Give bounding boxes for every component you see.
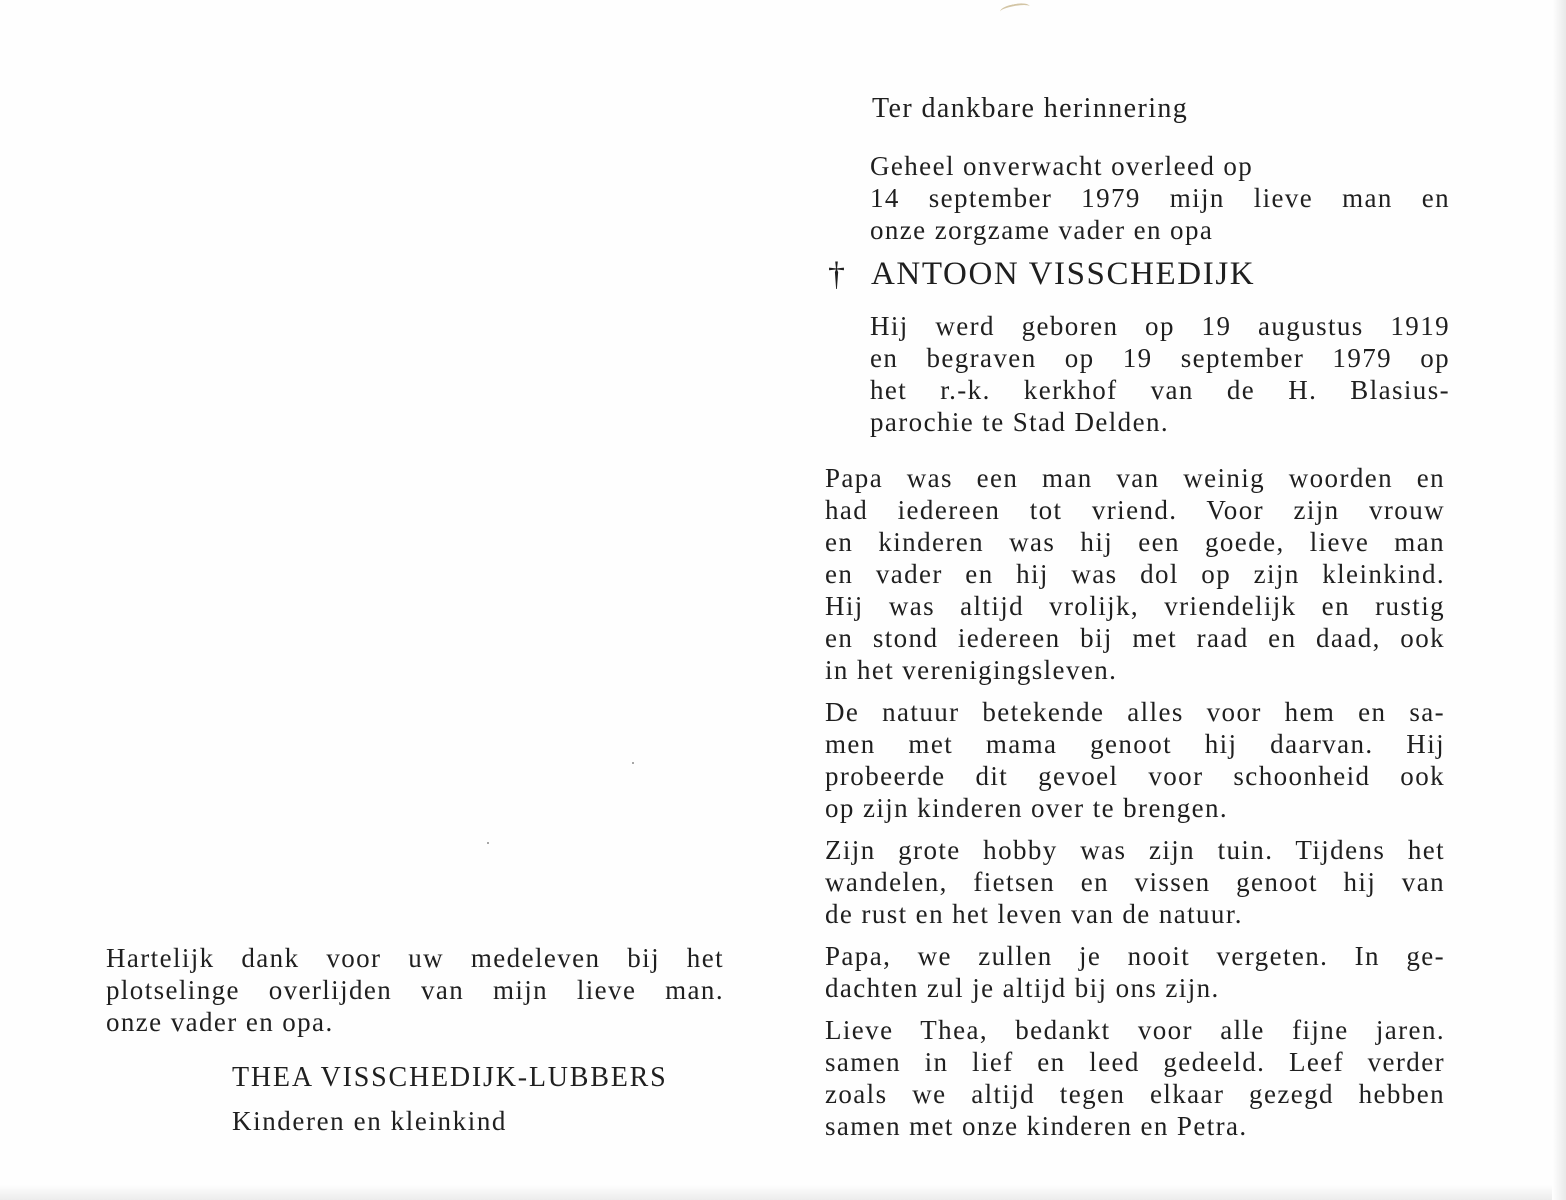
tribute-line: op zijn kinderen over te brengen. [825, 793, 1229, 823]
birth-line: en begraven op 19 september 1979 op [870, 343, 1450, 373]
tribute-line: de rust en het leven van de natuur. [825, 899, 1243, 929]
tribute-line: dachten zul je altijd bij ons zijn. [825, 973, 1220, 1003]
cross-icon: † [828, 256, 845, 293]
announcement-line: onze zorgzame vader en opa [870, 215, 1214, 245]
tribute-line: zoals we altijd tegen elkaar gezegd hebben [825, 1079, 1445, 1109]
announcement-line: 14 september 1979 mijn lieve man en [870, 183, 1450, 213]
tribute-line: Papa, we zullen je nooit vergeten. In ge- [825, 941, 1445, 971]
thanks-line: onze vader en opa. [106, 1007, 334, 1037]
tribute-line: samen in lief en leed gedeeld. Leef verder [825, 1047, 1445, 1077]
bottom-paper-edge [0, 1184, 1566, 1200]
tribute-text [825, 462, 1445, 1142]
announcement-line: Geheel onverwacht overleed op [870, 151, 1254, 181]
paper-speck [487, 842, 489, 844]
tribute-line: had iedereen tot vriend. Voor zijn vrouw [825, 495, 1445, 525]
tribute-paragraph [825, 940, 1445, 1004]
birth-burial-info [870, 310, 1450, 438]
tribute-line: en vader en hij was dol op zijn kleinkind. [825, 559, 1445, 589]
paper-speck [632, 762, 634, 764]
tribute-line: in het verenigingsleven. [825, 655, 1118, 685]
family-line: Kinderen en kleinkind [232, 1106, 508, 1136]
tribute-line: De natuur betekende alles voor hem en sa- [825, 697, 1445, 727]
tribute-line: en kinderen was hij een goede, lieve man [825, 527, 1445, 557]
death-announcement [870, 150, 1450, 246]
tribute-line: en stond iedereen bij met raad en daad, ook [825, 623, 1445, 653]
tribute-paragraph [825, 834, 1445, 930]
signer-name: THEA VISSCHEDIJK-LUBBERS [232, 1062, 668, 1093]
birth-line: parochie te Stad Delden. [870, 407, 1169, 437]
paper-smudge [999, 1, 1030, 16]
tribute-line: samen met onze kinderen en Petra. [825, 1111, 1248, 1141]
tribute-paragraph [825, 1014, 1445, 1142]
thanks-line: plotselinge overlijden van mijn lieve man. [106, 975, 724, 1005]
tribute-paragraph [825, 696, 1445, 824]
tribute-line: Hij was altijd vrolijk, vriendelijk en rustig [825, 591, 1445, 621]
birth-line: het r.-k. kerkhof van de H. Blasius- [870, 375, 1450, 405]
thanks-note [106, 942, 724, 1038]
birth-line: Hij werd geboren op 19 augustus 1919 [870, 311, 1450, 341]
deceased-name: ANTOON VISSCHEDIJK [871, 256, 1256, 292]
thanks-line: Hartelijk dank voor uw medeleven bij het [106, 943, 724, 973]
greeting-heading: Ter dankbare herinnering [872, 93, 1189, 124]
tribute-line: Zijn grote hobby was zijn tuin. Tijdens het [825, 835, 1445, 865]
right-paper-edge [1552, 0, 1566, 1200]
tribute-line: men met mama genoot hij daarvan. Hij [825, 729, 1445, 759]
tribute-line: wandelen, fietsen en vissen genoot hij van [825, 867, 1445, 897]
tribute-paragraph [825, 462, 1445, 686]
tribute-line: probeerde dit gevoel voor schoonheid ook [825, 761, 1445, 791]
tribute-line: Lieve Thea, bedankt voor alle fijne jaren. [825, 1015, 1445, 1045]
tribute-line: Papa was een man van weinig woorden en [825, 463, 1445, 493]
